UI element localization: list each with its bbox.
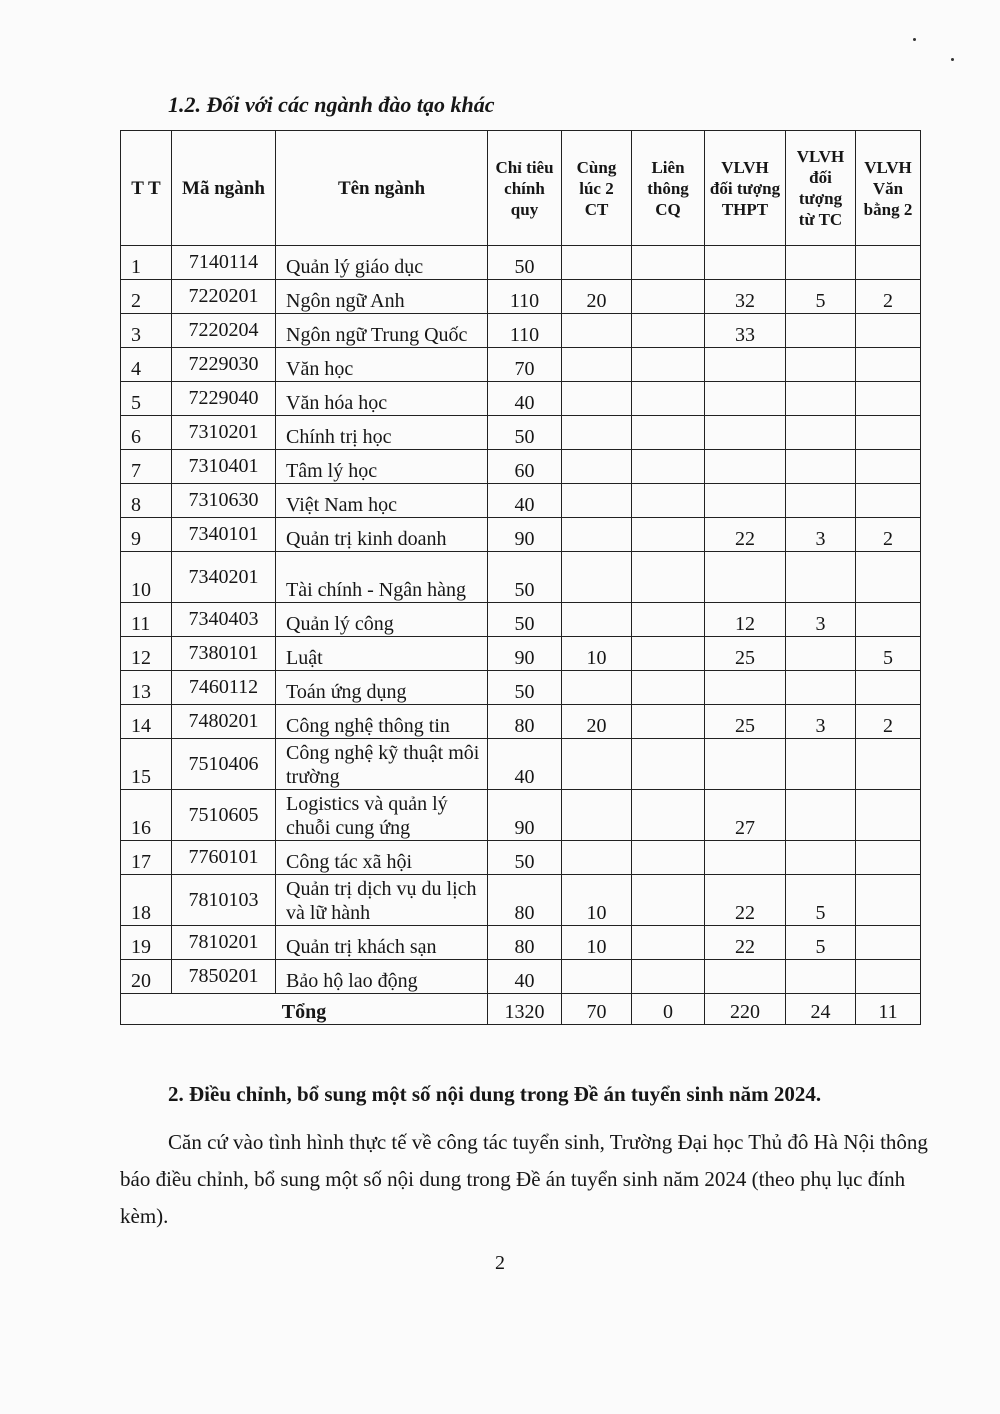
table-row: [121, 705, 921, 739]
table-row: [121, 314, 921, 348]
row-transfer: [632, 960, 705, 994]
row-code: 7810201: [172, 926, 276, 960]
row-regular: 40: [488, 739, 562, 790]
row-double: 20: [562, 705, 632, 739]
row-vlvh-vb2: [856, 382, 921, 416]
row-transfer: [632, 790, 705, 841]
row-transfer: [632, 450, 705, 484]
row-vlvh-vb2: [856, 790, 921, 841]
row-vlvh-tc: [786, 671, 856, 705]
row-tt: 4: [121, 348, 172, 382]
table-row: [121, 450, 921, 484]
row-vlvh-thpt: [705, 671, 786, 705]
row-tt: 3: [121, 314, 172, 348]
section-heading: 1.2. Đối với các ngành đào tạo khác: [168, 92, 495, 117]
row-name: Quản trị khách sạn: [276, 926, 488, 960]
row-code: 7340201: [172, 552, 276, 603]
row-vlvh-thpt: [705, 960, 786, 994]
row-regular: 90: [488, 518, 562, 552]
total-vlvh-vb2: 11: [856, 994, 921, 1025]
row-tt: 8: [121, 484, 172, 518]
row-tt: 6: [121, 416, 172, 450]
page-number: 2: [495, 1252, 505, 1274]
table-row: [121, 926, 921, 960]
row-vlvh-vb2: [856, 960, 921, 994]
row-double: [562, 518, 632, 552]
row-tt: 14: [121, 705, 172, 739]
header-double: Cùng lúc 2 CT: [562, 131, 632, 246]
header-tt: T T: [121, 131, 172, 246]
row-name: Tâm lý học: [276, 450, 488, 484]
row-vlvh-tc: 3: [786, 603, 856, 637]
row-double: [562, 348, 632, 382]
row-vlvh-thpt: [705, 348, 786, 382]
row-vlvh-vb2: [856, 552, 921, 603]
row-regular: 80: [488, 926, 562, 960]
row-code: 7220201: [172, 280, 276, 314]
row-code: 7310201: [172, 416, 276, 450]
row-regular: 50: [488, 416, 562, 450]
row-regular: 50: [488, 671, 562, 705]
total-vlvh-tc: 24: [786, 994, 856, 1025]
row-double: [562, 416, 632, 450]
row-regular: 80: [488, 705, 562, 739]
table-row: [121, 637, 921, 671]
row-name: Quản lý công: [276, 603, 488, 637]
row-name: Quản trị dịch vụ du lịch và lữ hành: [276, 875, 488, 926]
row-vlvh-thpt: [705, 552, 786, 603]
row-vlvh-vb2: 2: [856, 518, 921, 552]
total-vlvh-thpt: 220: [705, 994, 786, 1025]
header-code: Mã ngành: [172, 131, 276, 246]
row-vlvh-thpt: 22: [705, 518, 786, 552]
table-row: [121, 518, 921, 552]
row-double: [562, 484, 632, 518]
row-vlvh-tc: 3: [786, 518, 856, 552]
row-tt: 20: [121, 960, 172, 994]
row-vlvh-tc: [786, 637, 856, 671]
row-code: 7229030: [172, 348, 276, 382]
row-double: 20: [562, 280, 632, 314]
row-vlvh-vb2: [856, 314, 921, 348]
table-row: [121, 603, 921, 637]
row-vlvh-thpt: 25: [705, 705, 786, 739]
row-regular: 40: [488, 484, 562, 518]
row-name: Chính trị học: [276, 416, 488, 450]
row-code: 7220204: [172, 314, 276, 348]
row-vlvh-vb2: [856, 416, 921, 450]
row-transfer: [632, 484, 705, 518]
table-row: [121, 416, 921, 450]
total-regular: 1320: [488, 994, 562, 1025]
row-vlvh-vb2: [856, 875, 921, 926]
row-double: [562, 450, 632, 484]
row-tt: 18: [121, 875, 172, 926]
total-double: 70: [562, 994, 632, 1025]
row-vlvh-tc: [786, 739, 856, 790]
row-vlvh-vb2: [856, 603, 921, 637]
row-double: [562, 382, 632, 416]
row-vlvh-tc: 5: [786, 926, 856, 960]
row-code: 7340101: [172, 518, 276, 552]
row-tt: 7: [121, 450, 172, 484]
table-header-row: [121, 131, 921, 246]
row-code: 7310401: [172, 450, 276, 484]
row-tt: 12: [121, 637, 172, 671]
row-vlvh-tc: [786, 416, 856, 450]
row-regular: 50: [488, 552, 562, 603]
row-vlvh-thpt: 22: [705, 875, 786, 926]
row-tt: 5: [121, 382, 172, 416]
row-code: 7760101: [172, 841, 276, 875]
row-regular: 50: [488, 246, 562, 280]
row-double: [562, 790, 632, 841]
total-transfer: 0: [632, 994, 705, 1025]
row-name: Luật: [276, 637, 488, 671]
row-transfer: [632, 518, 705, 552]
row-regular: 40: [488, 960, 562, 994]
table-row: [121, 671, 921, 705]
row-name: Ngôn ngữ Anh: [276, 280, 488, 314]
table-row: [121, 552, 921, 603]
row-name: Công nghệ thông tin: [276, 705, 488, 739]
row-vlvh-thpt: [705, 416, 786, 450]
row-vlvh-tc: [786, 790, 856, 841]
row-vlvh-vb2: [856, 246, 921, 280]
row-vlvh-vb2: [856, 348, 921, 382]
row-name: Logistics và quản lý chuỗi cung ứng: [276, 790, 488, 841]
row-vlvh-thpt: 22: [705, 926, 786, 960]
row-vlvh-thpt: [705, 382, 786, 416]
header-vlvh-tc: VLVH đối tượng từ TC: [786, 131, 856, 246]
row-transfer: [632, 280, 705, 314]
row-name: Ngôn ngữ Trung Quốc: [276, 314, 488, 348]
row-code: 7340403: [172, 603, 276, 637]
header-regular: Chỉ tiêu chính quy: [488, 131, 562, 246]
row-vlvh-thpt: 12: [705, 603, 786, 637]
row-tt: 15: [121, 739, 172, 790]
row-tt: 2: [121, 280, 172, 314]
table-row: [121, 875, 921, 926]
row-vlvh-vb2: 5: [856, 637, 921, 671]
row-vlvh-tc: [786, 484, 856, 518]
row-code: 7380101: [172, 637, 276, 671]
row-vlvh-thpt: [705, 246, 786, 280]
row-transfer: [632, 382, 705, 416]
row-code: 7850201: [172, 960, 276, 994]
table-row: [121, 841, 921, 875]
row-name: Bảo hộ lao động: [276, 960, 488, 994]
row-regular: 90: [488, 790, 562, 841]
row-vlvh-vb2: 2: [856, 280, 921, 314]
row-code: 7810103: [172, 875, 276, 926]
row-vlvh-tc: [786, 450, 856, 484]
row-double: [562, 314, 632, 348]
row-vlvh-vb2: [856, 841, 921, 875]
row-vlvh-thpt: 33: [705, 314, 786, 348]
row-regular: 50: [488, 841, 562, 875]
row-tt: 1: [121, 246, 172, 280]
row-name: Quản lý giáo dục: [276, 246, 488, 280]
header-vlvh-vb2: VLVH Văn bằng 2: [856, 131, 921, 246]
table-row: [121, 382, 921, 416]
row-transfer: [632, 552, 705, 603]
row-tt: 13: [121, 671, 172, 705]
row-code: 7140114: [172, 246, 276, 280]
row-code: 7310630: [172, 484, 276, 518]
row-vlvh-thpt: 32: [705, 280, 786, 314]
row-tt: 16: [121, 790, 172, 841]
scan-speck: [913, 38, 916, 41]
section2-heading: 2. Điều chỉnh, bổ sung một số nội dung trong Đề án tuyển sinh năm 2024.: [168, 1082, 822, 1106]
row-name: Việt Nam học: [276, 484, 488, 518]
row-name: Công tác xã hội: [276, 841, 488, 875]
row-transfer: [632, 314, 705, 348]
row-vlvh-tc: [786, 382, 856, 416]
row-tt: 10: [121, 552, 172, 603]
row-double: 10: [562, 875, 632, 926]
row-name: Quản trị kinh doanh: [276, 518, 488, 552]
row-vlvh-tc: [786, 552, 856, 603]
table-row: [121, 484, 921, 518]
table-row: [121, 790, 921, 841]
row-code: 7480201: [172, 705, 276, 739]
row-regular: 40: [488, 382, 562, 416]
row-tt: 11: [121, 603, 172, 637]
row-name: Công nghệ kỹ thuật môi trường: [276, 739, 488, 790]
row-vlvh-tc: [786, 314, 856, 348]
row-vlvh-thpt: 25: [705, 637, 786, 671]
row-name: Văn học: [276, 348, 488, 382]
header-transfer: Liên thông CQ: [632, 131, 705, 246]
table-row: [121, 348, 921, 382]
row-transfer: [632, 416, 705, 450]
row-vlvh-vb2: [856, 671, 921, 705]
row-vlvh-thpt: [705, 739, 786, 790]
row-vlvh-vb2: [856, 484, 921, 518]
table-row: [121, 280, 921, 314]
row-regular: 70: [488, 348, 562, 382]
row-transfer: [632, 671, 705, 705]
row-vlvh-tc: [786, 841, 856, 875]
row-code: 7229040: [172, 382, 276, 416]
row-transfer: [632, 926, 705, 960]
row-code: 7510406: [172, 739, 276, 790]
row-transfer: [632, 603, 705, 637]
row-vlvh-vb2: [856, 926, 921, 960]
row-vlvh-tc: [786, 348, 856, 382]
row-vlvh-tc: 3: [786, 705, 856, 739]
row-name: Tài chính - Ngân hàng: [276, 552, 488, 603]
total-label: Tổng: [121, 994, 488, 1025]
row-transfer: [632, 841, 705, 875]
row-transfer: [632, 705, 705, 739]
row-regular: 110: [488, 280, 562, 314]
row-vlvh-tc: 5: [786, 280, 856, 314]
row-transfer: [632, 637, 705, 671]
row-double: [562, 603, 632, 637]
row-regular: 50: [488, 603, 562, 637]
row-regular: 90: [488, 637, 562, 671]
row-tt: 19: [121, 926, 172, 960]
row-regular: 80: [488, 875, 562, 926]
row-double: [562, 671, 632, 705]
row-regular: 110: [488, 314, 562, 348]
row-double: [562, 246, 632, 280]
row-double: [562, 552, 632, 603]
row-vlvh-vb2: 2: [856, 705, 921, 739]
total-row: [121, 994, 921, 1025]
row-transfer: [632, 739, 705, 790]
table-row: [121, 960, 921, 994]
scan-speck: [951, 58, 954, 61]
row-double: [562, 841, 632, 875]
row-vlvh-thpt: [705, 484, 786, 518]
row-double: [562, 739, 632, 790]
row-double: 10: [562, 926, 632, 960]
row-vlvh-thpt: [705, 450, 786, 484]
row-vlvh-tc: [786, 960, 856, 994]
row-vlvh-tc: 5: [786, 875, 856, 926]
admission-quota-table: [120, 130, 921, 1025]
row-vlvh-tc: [786, 246, 856, 280]
row-double: 10: [562, 637, 632, 671]
row-name: Văn hóa học: [276, 382, 488, 416]
header-name: Tên ngành: [276, 131, 488, 246]
section2-paragraph: Căn cứ vào tình hình thực tế về công tác tuyển sinh, Trường Đại học Thủ đô Hà Nội thông báo điều chỉnh, bổ sung một số nội dung trong Đề án tuyển sinh năm 2024 (theo phụ lục đính kèm).: [120, 1130, 928, 1228]
row-regular: 60: [488, 450, 562, 484]
row-tt: 9: [121, 518, 172, 552]
row-transfer: [632, 875, 705, 926]
row-code: 7510605: [172, 790, 276, 841]
row-transfer: [632, 348, 705, 382]
row-code: 7460112: [172, 671, 276, 705]
row-vlvh-thpt: [705, 841, 786, 875]
row-transfer: [632, 246, 705, 280]
header-vlvh-thpt: VLVH đối tượng THPT: [705, 131, 786, 246]
row-tt: 17: [121, 841, 172, 875]
row-vlvh-thpt: 27: [705, 790, 786, 841]
row-double: [562, 960, 632, 994]
row-vlvh-vb2: [856, 450, 921, 484]
row-vlvh-vb2: [856, 739, 921, 790]
table-row: [121, 739, 921, 790]
row-name: Toán ứng dụng: [276, 671, 488, 705]
table-row: [121, 246, 921, 280]
